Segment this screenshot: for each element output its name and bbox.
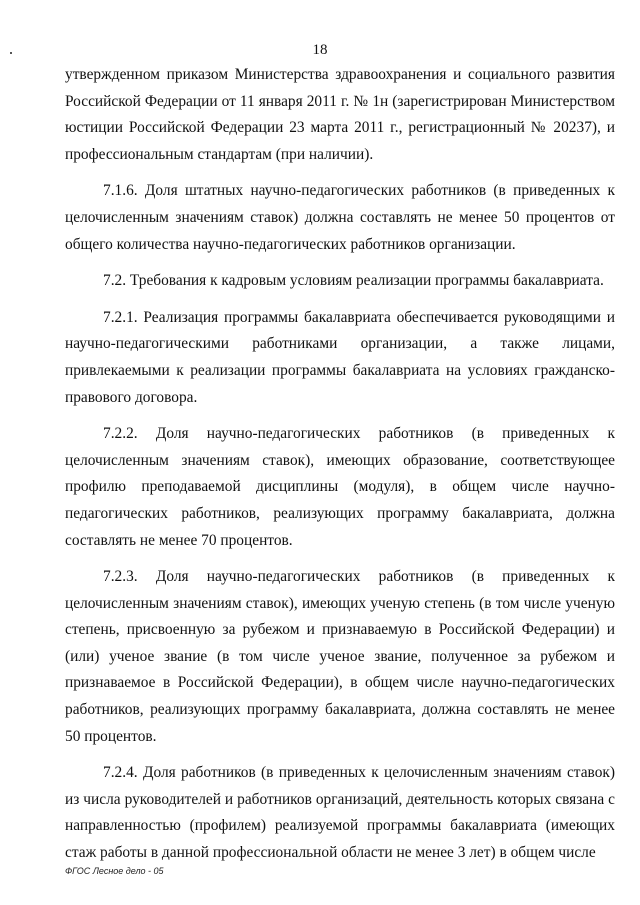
paragraph-7-2-2: 7.2.2. Доля научно-педагогических работников (в приведенных к целочисленным значениям ставок), имеющих образование, соответствующее профилю преподаваемой дисциплины (модуля), в общем числе научно-педагогических работников, реализующих программу бакалавриата, должна составлять не менее 70 процентов. <box>65 425 615 549</box>
paragraph-7-2-1: 7.2.1. Реализация программы бакалавриата обеспечивается руководящими и научно-педагогическими работниками организации, а также лицами, привлекаемыми к реализации программы бакалавриата на условиях гражданско-правового договора. <box>65 308 615 406</box>
paragraph-7-2: 7.2. Требования к кадровым условиям реализации программы бакалавриата. <box>103 272 604 290</box>
paragraph-7-2-3: 7.2.3. Доля научно-педагогических работников (в приведенных к целочисленным значениям ставок), имеющих ученую степень (в том числе ученую степень, присвоенную за рубежом и признаваемую в Российской Федерации) и (или) ученое звание (в том числе ученое звание, полученное за рубежом и признаваемое в Российской Федерации), в общем числе научно-педагогических работников, реализующих программу бакалавриата, должна составлять не менее 50 процентов. <box>65 568 615 745</box>
footer-label: ФГОС Лесное дело - 05 <box>65 866 164 876</box>
paragraph-continuation: утвержденном приказом Министерства здравоохранения и социального развития Российской Федерации от 11 января 2011 г. № 1н (зарегистрирован Министерством юстиции Российской Федерации 23 марта 2011 г., регистрационный № 20237), и профессиональным стандартам (при наличии). <box>65 66 615 163</box>
paragraph-7-2-4: 7.2.4. Доля работников (в приведенных к целочисленным значениям ставок) из числа руководителей и работников организаций, деятельность которых связана с направленностью (профилем) реализуемой программы бакалавриата (имеющих стаж работы в данной профессиональной области не менее 3 лет) в общем числе <box>65 764 615 862</box>
document-body <box>65 62 615 877</box>
paragraph-7-1-6: 7.1.6. Доля штатных научно-педагогических работников (в приведенных к целочисленным значениям ставок) должна составлять не менее 50 процентов от общего количества научно-педагогических работников организации. <box>65 182 615 253</box>
page-number: 18 <box>312 42 328 58</box>
